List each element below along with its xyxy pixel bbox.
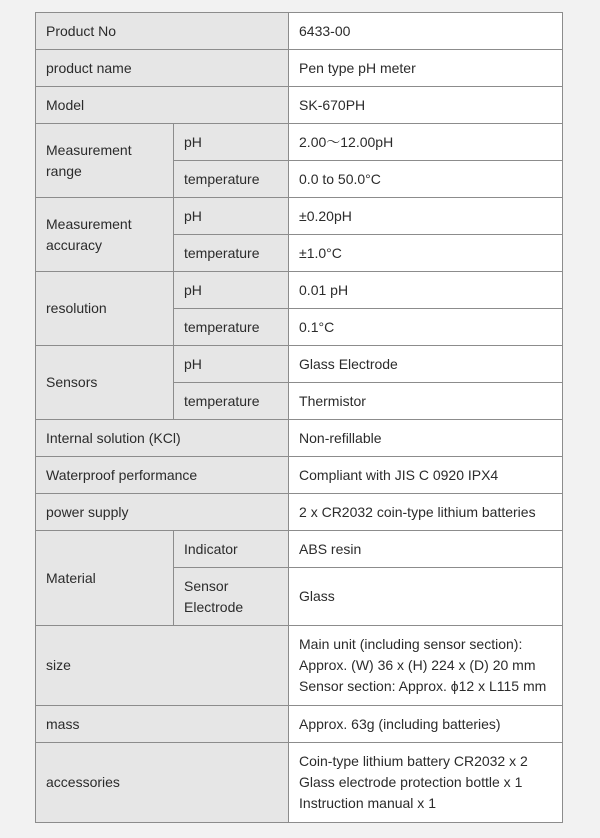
measurement-accuracy-temperature-value: ±1.0°C xyxy=(289,235,563,272)
table-row-waterproof xyxy=(36,457,563,494)
size-value-line: Sensor section: Approx. ϕ12 x L115 mm xyxy=(299,678,547,694)
accessories-value xyxy=(289,743,563,823)
product-no-label: Product No xyxy=(36,13,289,50)
material-sensor-electrode-label-line: Electrode xyxy=(184,598,244,615)
measurement-range-ph-value: 2.00〜12.00pH xyxy=(289,124,563,161)
spec-table xyxy=(35,12,563,823)
sensors-ph-value: Glass Electrode xyxy=(289,346,563,383)
measurement-range-ph-label: pH xyxy=(174,124,289,161)
table-row-accessories xyxy=(36,743,563,823)
material-sensor-electrode-label-line: Sensor xyxy=(184,577,229,594)
measurement-accuracy-label xyxy=(36,198,174,272)
measurement-range-label-line: Measurement xyxy=(46,141,132,158)
resolution-label: resolution xyxy=(36,272,174,346)
resolution-ph-value: 0.01 pH xyxy=(289,272,563,309)
sensors-label: Sensors xyxy=(36,346,174,420)
mass-value: Approx. 63g (including batteries) xyxy=(289,706,563,743)
size-value-line: Main unit (including sensor section): xyxy=(299,636,523,652)
table-row-mass xyxy=(36,706,563,743)
measurement-accuracy-ph-value: ±0.20pH xyxy=(289,198,563,235)
mass-label: mass xyxy=(36,706,289,743)
sensors-temperature-value: Thermistor xyxy=(289,383,563,420)
measurement-range-temperature-label: temperature xyxy=(174,161,289,198)
power-supply-value: 2 x CR2032 coin-type lithium batteries xyxy=(289,494,563,531)
accessories-value-line: Glass electrode protection bottle x 1 xyxy=(299,774,523,790)
accessories-value-line: Coin-type lithium battery CR2032 x 2 xyxy=(299,753,528,769)
measurement-range-label xyxy=(36,124,174,198)
material-indicator-label: Indicator xyxy=(174,531,289,568)
size-value-line: Approx. (W) 36 x (H) 224 x (D) 20 mm xyxy=(299,657,536,673)
model-value: SK-670PH xyxy=(289,87,563,124)
model-label: Model xyxy=(36,87,289,124)
product-no-value: 6433-00 xyxy=(289,13,563,50)
power-supply-label: power supply xyxy=(36,494,289,531)
resolution-ph-label: pH xyxy=(174,272,289,309)
resolution-temperature-label: temperature xyxy=(174,309,289,346)
accessories-value-line: Instruction manual x 1 xyxy=(299,795,436,811)
measurement-range-temperature-value: 0.0 to 50.0°C xyxy=(289,161,563,198)
material-label: Material xyxy=(36,531,174,626)
measurement-accuracy-temperature-label: temperature xyxy=(174,235,289,272)
material-sensor-electrode-label xyxy=(174,568,289,626)
table-row-size xyxy=(36,626,563,706)
table-row-product-no xyxy=(36,13,563,50)
table-row-resolution-ph xyxy=(36,272,563,309)
accessories-label: accessories xyxy=(36,743,289,823)
table-row-power-supply xyxy=(36,494,563,531)
waterproof-label: Waterproof performance xyxy=(36,457,289,494)
product-name-label: product name xyxy=(36,50,289,87)
sensors-temperature-label: temperature xyxy=(174,383,289,420)
material-indicator-value: ABS resin xyxy=(289,531,563,568)
table-row-measurement-range-ph xyxy=(36,124,563,161)
resolution-temperature-value: 0.1°C xyxy=(289,309,563,346)
table-row-internal-solution xyxy=(36,420,563,457)
internal-solution-label: Internal solution (KCl) xyxy=(36,420,289,457)
table-row-model xyxy=(36,87,563,124)
material-sensor-electrode-value: Glass xyxy=(289,568,563,626)
measurement-accuracy-ph-label: pH xyxy=(174,198,289,235)
measurement-accuracy-label-line: Measurement xyxy=(46,215,132,232)
table-row-measurement-accuracy-ph xyxy=(36,198,563,235)
table-row-material-indicator xyxy=(36,531,563,568)
size-label: size xyxy=(36,626,289,706)
waterproof-value: Compliant with JIS C 0920 IPX4 xyxy=(289,457,563,494)
internal-solution-value: Non-refillable xyxy=(289,420,563,457)
measurement-accuracy-label-line: accuracy xyxy=(46,236,103,253)
measurement-range-label-line: range xyxy=(46,162,82,179)
size-value xyxy=(289,626,563,706)
table-row-product-name xyxy=(36,50,563,87)
sensors-ph-label: pH xyxy=(174,346,289,383)
table-row-sensors-ph xyxy=(36,346,563,383)
product-name-value: Pen type pH meter xyxy=(289,50,563,87)
